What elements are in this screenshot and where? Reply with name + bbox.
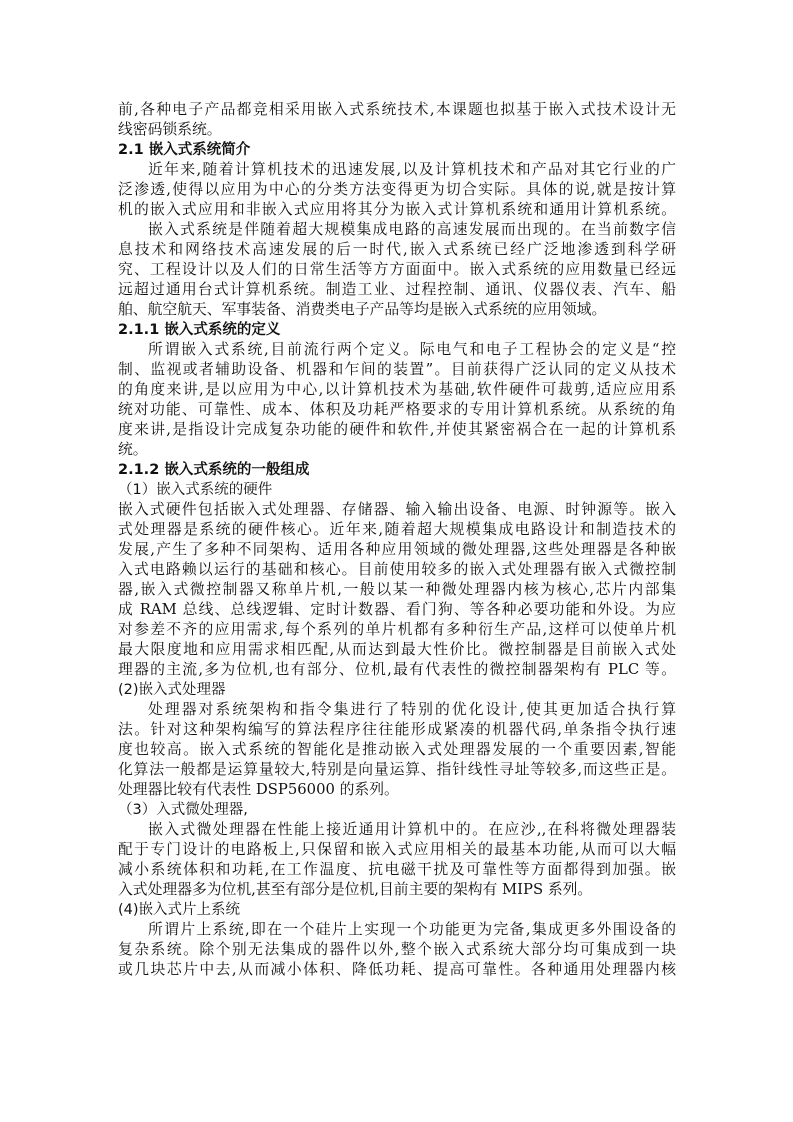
text-line: 化算法一般都是运算量较大,特别是向量运算、指针线性寻址等较多,而这些正是。 (118, 761, 676, 778)
text-line: 制、监视或者辅助设备、机器和乍间的装置”。目前获得广泛认同的定义从技术 (118, 361, 676, 378)
text-line: 嵌入式硬件包括嵌入式处理器、存储器、输入输出设备、电源、时钟源等。嵌入 (118, 501, 676, 518)
text-line: 法。针对这种架构编写的算法程序往往能形成紧凑的机器代码,单条指令执行速 (118, 721, 676, 738)
text-line: 前,各种电子产品都竞相采用嵌入式系统技术,本课题也拟基于嵌入式技术设计无 (118, 101, 676, 118)
text-line: 息技术和网络技术高速发展的后一时代,嵌入式系统已经广泛地渗透到科学研 (118, 241, 676, 258)
text-line: (4)嵌入式片上系统 (118, 902, 241, 918)
text-line: （3）入式微处理器, (118, 802, 248, 818)
text-line: 度来讲,是指设计完成复杂功能的硬件和软件,并使其紧密祸合在一起的计算机系 (118, 421, 676, 438)
text-line: 嵌入式微处理器在性能上接近通用计算机中的。在应沙,,在科将微处理器装 (148, 821, 676, 838)
text-line: 理器的主流,多为位机,也有部分、位机,最有代表性的微控制器架构有 PLC 等。 (118, 661, 676, 678)
text-line: 度也较高。嵌入式系统的智能化是推动嵌入式处理器发展的一个重要因素,智能 (118, 741, 676, 758)
text-line: 统。 (118, 441, 148, 458)
text-line: 器,嵌入式微控制器又称单片机,一般以某一种微处理器内核为核心,芯片内部集 (118, 581, 676, 598)
text-line: 的角度来讲,是以应用为中心,以计算机技术为基础,软件硬件可裁剪,适应应用系 (118, 381, 676, 398)
text-line: 所谓嵌入式系统,目前流行两个定义。际电气和电子工程协会的定义是“控 (148, 341, 676, 358)
text-line: 线密码锁系统。 (118, 121, 222, 138)
text-line: 嵌入式系统是伴随着超大规模集成电路的高速发展而出现的。在当前数字信 (148, 221, 676, 238)
text-line: 成 RAM 总线、总线逻辑、定时计数器、看门狗、等各种必要功能和外设。为应 (118, 601, 676, 618)
text-line: 究、工程设计以及人们的日常生活等方方面面中。嵌入式系统的应用数量已经远 (118, 261, 676, 278)
text-line: （1）嵌入式系统的硬件 (118, 482, 273, 498)
text-line: 2.1 嵌入式系统简介 (118, 142, 251, 158)
text-line: 所谓片上系统,即在一个硅片上实现一个功能更为完备,集成更多外围设备的 (148, 921, 676, 938)
document-page (118, 100, 676, 980)
text-line: 远超过通用台式计算机系统。制造工业、过程控制、通讯、仪器仪表、汽车、船 (118, 281, 676, 298)
text-line: 或几块芯片中去,从而减小体积、降低功耗、提高可靠性。各种通用处理器内核 (118, 961, 676, 978)
text-line: 舶、航空航天、军事装备、消费类电子产品等均是嵌入式系统的应用领域。 (118, 301, 607, 318)
text-line: 处理器比较有代表性 DSP56000 的系列。 (118, 781, 399, 798)
text-line: 对参差不齐的应用需求,每个系列的单片机都有多种衍生产品,这样可以使单片机 (118, 621, 676, 638)
text-line: 2.1.1 嵌入式系统的定义 (118, 322, 281, 338)
text-line: 发展,产生了多种不同架构、适用各种应用领域的微处理器,这些处理器是各种嵌 (118, 541, 676, 558)
text-line: 入式电路赖以运行的基础和核心。目前使用较多的嵌入式处理器有嵌入式微控制 (118, 561, 676, 578)
text-line: 泛渗透,使得以应用为中心的分类方法变得更为切合实际。具体的说,就是按计算 (118, 181, 676, 198)
text-line: (2)嵌入式处理器 (118, 682, 226, 698)
text-line: 2.1.2 嵌入式系统的一般组成 (118, 462, 310, 478)
text-line: 最大限度地和应用需求相匹配,从而达到最大性价比。微控制器是目前嵌入式处 (118, 641, 676, 658)
text-line: 近年来,随着计算机技术的迅速发展,以及计算机技术和产品对其它行业的广 (148, 161, 676, 178)
text-line: 式处理器是系统的硬件核心。近年来,随着超大规模集成电路设计和制造技术的 (118, 521, 676, 538)
text-line: 入式处理器多为位机,甚至有部分是位机,目前主要的架构有 MIPS 系列。 (118, 881, 593, 898)
text-line: 复杂系统。除个别无法集成的器件以外,整个嵌入式系统大部分均可集成到一块 (118, 941, 676, 958)
text-line: 减小系统体积和功耗,在工作温度、抗电磁干扰及可靠性等方面都得到加强。嵌 (118, 861, 676, 878)
text-line: 机的嵌入式应用和非嵌入式应用将其分为嵌入式计算机系统和通用计算机系统。 (118, 201, 676, 218)
text-line: 统对功能、可靠性、成本、体积及功耗严格要求的专用计算机系统。从系统的角 (118, 401, 676, 418)
text-line: 配于专门设计的电路板上,只保留和嵌入式应用相关的最基本功能,从而可以大幅 (118, 841, 676, 858)
text-line: 处理器对系统架构和指令集进行了特别的优化设计,使其更加适合执行算 (148, 701, 676, 718)
